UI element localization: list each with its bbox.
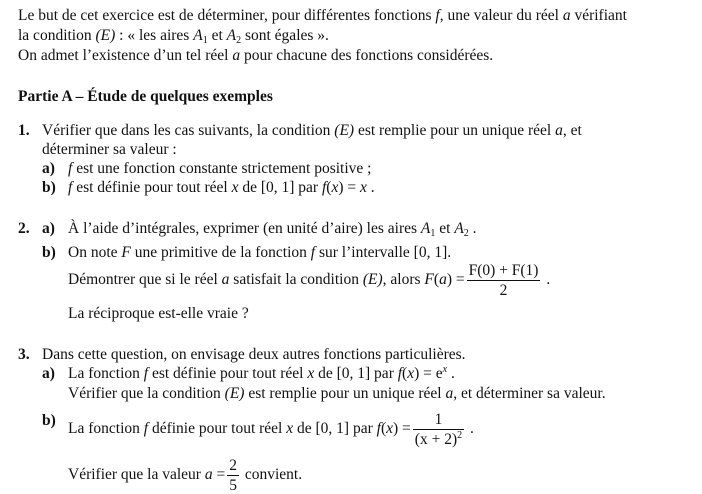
math: A bbox=[193, 27, 203, 44]
intro-line-1 bbox=[18, 6, 627, 25]
text: ( bbox=[326, 179, 332, 196]
text: convient. bbox=[240, 466, 303, 484]
text: La fonction bbox=[68, 420, 144, 438]
q3a-marker: a) bbox=[42, 365, 55, 382]
text: Démontrer que si le réel bbox=[68, 271, 222, 289]
math: A bbox=[226, 27, 237, 44]
fraction bbox=[413, 411, 464, 448]
text: sur l’intervalle [0, 1]. bbox=[315, 244, 452, 261]
subscript: 2 bbox=[463, 228, 469, 239]
q2b-marker: b) bbox=[42, 244, 56, 261]
text: (x + 2) bbox=[414, 431, 458, 448]
text: de [0, 1] par bbox=[238, 179, 322, 196]
part-a-title: Partie A – Étude de quelques exemples bbox=[18, 88, 273, 105]
q3a-text bbox=[68, 364, 455, 383]
text: ) = e bbox=[414, 365, 443, 382]
text: ( bbox=[433, 271, 440, 289]
math: x bbox=[331, 179, 339, 196]
text: . bbox=[366, 179, 375, 196]
math: f bbox=[321, 179, 327, 196]
text: . bbox=[447, 365, 455, 382]
q3b-marker: b) bbox=[42, 412, 56, 429]
math: a bbox=[562, 7, 571, 24]
math: x bbox=[286, 420, 294, 438]
text: Vérifier que la valeur bbox=[68, 466, 205, 484]
text: et bbox=[435, 220, 455, 237]
superscript: 2 bbox=[457, 430, 463, 441]
math: f bbox=[376, 420, 381, 438]
q1b-text bbox=[68, 178, 375, 197]
subscript: 1 bbox=[430, 228, 436, 239]
text: de [0, 1] par bbox=[293, 420, 377, 438]
q1-number: 1. bbox=[18, 122, 30, 139]
math: x bbox=[386, 420, 394, 438]
fraction-numerator: F(0) + F(1) bbox=[468, 262, 539, 279]
fraction-numerator: 2 bbox=[229, 457, 237, 474]
subscript: 2 bbox=[236, 35, 242, 46]
math: x bbox=[360, 179, 367, 196]
text: définie pour tout réel bbox=[148, 420, 287, 438]
math: x bbox=[231, 179, 239, 196]
fraction bbox=[227, 457, 239, 494]
text: Vérifier que dans les cas suivants, la condition bbox=[42, 122, 335, 139]
text: On admet l’existence d’un tel réel bbox=[18, 47, 233, 64]
text: , et bbox=[562, 122, 582, 139]
text: = bbox=[212, 466, 226, 484]
text: pour chacune des fonctions considérées. bbox=[240, 47, 494, 64]
text: : « les aires bbox=[115, 27, 194, 44]
math: (E) bbox=[334, 122, 355, 139]
text: , et déterminer sa valeur. bbox=[453, 385, 606, 402]
text: est une fonction constante strictement positive ; bbox=[72, 160, 372, 177]
text: . bbox=[466, 420, 474, 438]
math: F bbox=[424, 271, 434, 289]
q1a-marker: a) bbox=[42, 160, 55, 177]
text: On note bbox=[68, 244, 122, 261]
q3-intro: Dans cette question, on envisage deux autres fonctions particulières. bbox=[42, 346, 466, 363]
text: et bbox=[207, 27, 227, 44]
q3-number: 3. bbox=[18, 346, 30, 363]
q2-number: 2. bbox=[18, 220, 30, 237]
q2a-text bbox=[68, 219, 477, 238]
math: f bbox=[68, 179, 73, 196]
math: A bbox=[454, 220, 464, 237]
text: Vérifier que la condition bbox=[68, 385, 225, 402]
text: , une valeur du réel bbox=[439, 7, 563, 24]
text: la condition bbox=[18, 27, 96, 44]
intro-line-2 bbox=[18, 26, 329, 45]
text: . bbox=[468, 220, 477, 237]
math: f bbox=[435, 7, 440, 24]
fraction-denominator bbox=[413, 430, 464, 448]
q1-line-2: déterminer sa valeur : bbox=[42, 141, 177, 158]
q2b-demo bbox=[68, 262, 550, 299]
text: ( bbox=[380, 420, 387, 438]
math: (E) bbox=[224, 385, 245, 402]
math: (E) bbox=[362, 271, 383, 289]
math: x bbox=[407, 365, 415, 382]
text: , alors bbox=[382, 271, 425, 289]
text: ) = bbox=[393, 420, 411, 438]
q1-line-1 bbox=[42, 121, 582, 140]
math: a bbox=[221, 271, 230, 289]
math: a bbox=[232, 47, 241, 64]
q3a-verify bbox=[68, 384, 606, 403]
q1b-marker: b) bbox=[42, 179, 56, 196]
text: sont égales ». bbox=[241, 27, 329, 44]
math: (E) bbox=[95, 27, 116, 44]
fraction-numerator: 1 bbox=[413, 411, 464, 430]
math: f bbox=[143, 365, 149, 382]
q2b-text bbox=[68, 243, 451, 262]
text: est définie pour tout réel bbox=[148, 365, 308, 382]
math: f bbox=[397, 365, 403, 382]
q2b-reciprocal: La réciproque est-elle vraie ? bbox=[68, 305, 249, 322]
math: a bbox=[439, 271, 447, 289]
text: ( bbox=[402, 365, 408, 382]
text: La fonction bbox=[68, 365, 144, 382]
q2a-marker: a) bbox=[42, 220, 55, 237]
text: À l’aide d’intégrales, exprimer (en unité d’aire) les aires bbox=[68, 220, 421, 237]
fraction bbox=[467, 262, 541, 299]
text: est remplie pour un unique réel bbox=[354, 122, 556, 139]
math: f bbox=[143, 420, 149, 438]
text: satisfait la condition bbox=[229, 271, 363, 289]
text: ) = bbox=[446, 271, 465, 289]
subscript: 1 bbox=[202, 35, 208, 46]
text: Le but de cet exercice est de déterminer, pour différentes fonctions bbox=[18, 7, 436, 24]
q1a-text bbox=[68, 159, 371, 178]
text: est remplie pour un unique réel bbox=[244, 385, 446, 402]
fraction-denominator: 5 bbox=[229, 477, 237, 494]
superscript: x bbox=[442, 364, 448, 375]
q3b-text bbox=[68, 411, 474, 448]
math: A bbox=[420, 220, 431, 237]
math: f bbox=[310, 244, 316, 261]
math: a bbox=[204, 466, 213, 484]
text: de [0, 1] par bbox=[314, 365, 398, 382]
math: a bbox=[445, 385, 454, 402]
math: x bbox=[307, 365, 315, 382]
text: est définie pour tout réel bbox=[72, 179, 232, 196]
math: F bbox=[121, 244, 131, 261]
text: une primitive de la fonction bbox=[130, 244, 311, 261]
q3b-verify bbox=[68, 457, 302, 494]
text: vérifiant bbox=[570, 7, 627, 24]
math: f bbox=[68, 160, 73, 177]
intro-line-3 bbox=[18, 46, 493, 65]
text: ) = bbox=[338, 179, 360, 196]
math: a bbox=[555, 122, 563, 139]
fraction-denominator: 2 bbox=[499, 282, 508, 299]
text: . bbox=[542, 271, 551, 289]
